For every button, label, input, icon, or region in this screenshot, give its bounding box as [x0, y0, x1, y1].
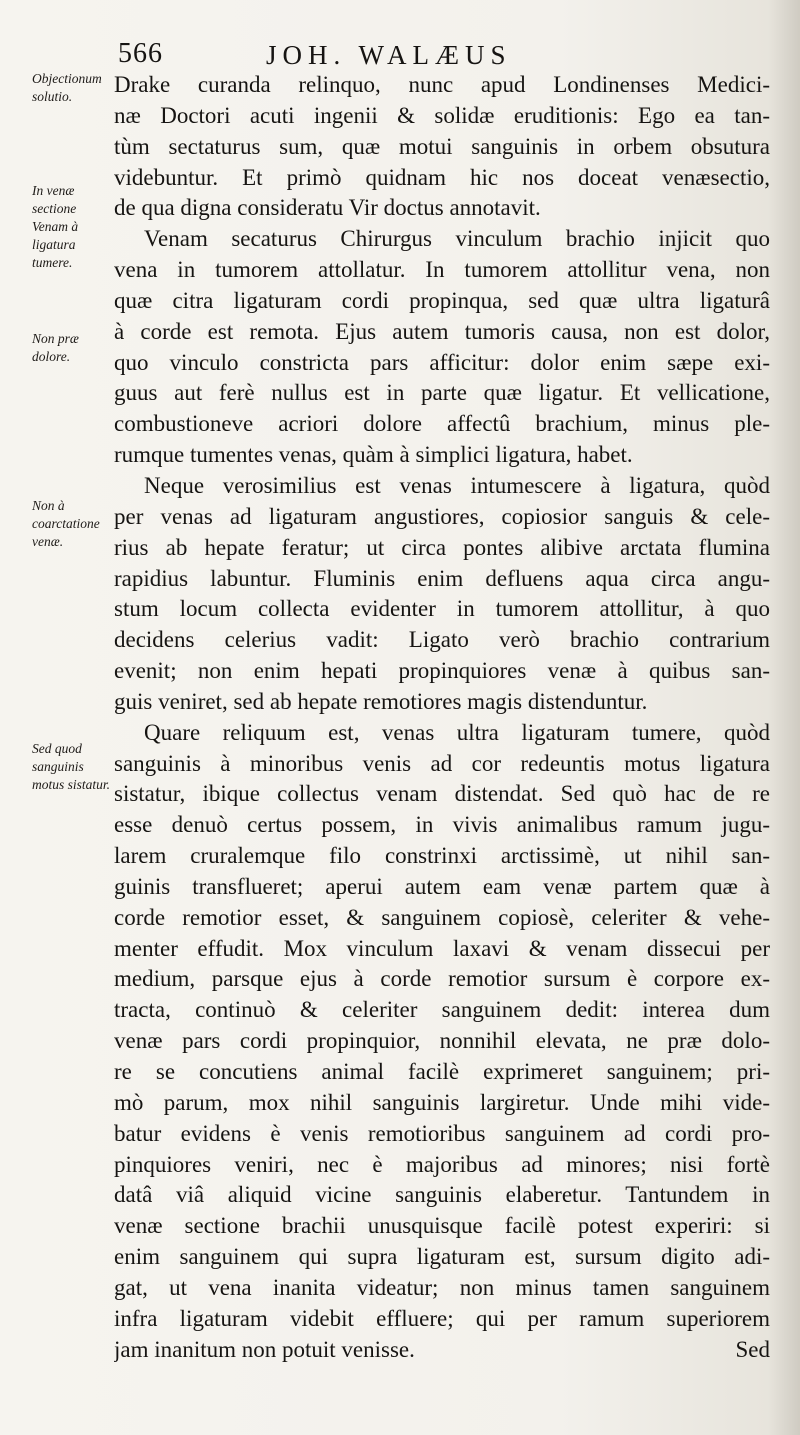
body-text — [114, 70, 770, 1365]
text-line: sistatur, ibique collectus venam distendat. Sed quò hac de re — [114, 781, 770, 807]
text-line: videbuntur. Et primò quidnam hic nos doceat venæsectio, — [114, 164, 770, 190]
text-line: guis veniret, sed ab hepate remotiores magis distenduntur. — [114, 688, 648, 714]
text-line: venæ sectione brachii unusquisque facilè potest experiri: si — [114, 1213, 770, 1239]
text-line: rapidius labuntur. Fluminis enim defluens aqua circa angu- — [114, 565, 770, 591]
text-line: batur evidens è venis remotioribus sanguinem ad cordi pro- — [114, 1120, 770, 1146]
text-line: à corde est remota. Ejus autem tumoris causa, non est dolor, — [114, 318, 770, 344]
margin-note: In venæ sectione Venam à ligatura tumere. — [32, 183, 79, 270]
text-line: corde remotior esset, & sanguinem copiosè, celeriter & vehe- — [114, 904, 770, 930]
text-line: larem cruralemque filo constrinxi arctissimè, ut nihil san- — [114, 843, 770, 869]
text-line: guus aut ferè nullus est in parte quæ ligatur. Et vellicatione, — [114, 380, 770, 406]
text-line: Venam secaturus Chirurgus vinculum brachio injicit quo — [144, 226, 770, 252]
text-line: gat, ut vena inanita videatur; non minus tamen sanguinem — [114, 1274, 770, 1300]
text-line: re se concutiens animal facilè exprimeret sanguinem; pri- — [114, 1059, 770, 1084]
running-head: JOH. WALÆUS — [266, 40, 512, 70]
text-line: esse denuò certus possem, in vivis animalibus ramum jugu- — [114, 812, 770, 838]
text-line: venæ pars cordi propinquior, nonnihil elevata, ne præ dolo- — [114, 1028, 770, 1054]
text-line: guinis transflueret; aperui autem eam venæ partem quæ à — [114, 873, 770, 899]
text-line: quo vinculo constricta pars afficitur: dolor enim sæpe exi- — [114, 349, 770, 375]
text-line: tracta, continuò & celeriter sanguinem dedit: interea dum — [114, 997, 770, 1023]
text-line: tùm sectaturus sum, quæ motui sanguinis in orbem obsutura — [114, 133, 770, 159]
margin-note: Non præ dolore. — [32, 331, 79, 364]
text-line: enim sanguinem qui supra ligaturam est, sursum digito adi- — [114, 1244, 770, 1270]
text-line: rumque tumentes venas, quàm à simplici ligatura, habet. — [114, 442, 633, 468]
text-line: Drake curanda relinquo, nunc apud Londinenses Medici- — [114, 72, 770, 97]
text-line: næ Doctori acuti ingenii & solidæ eruditionis: Ego ea tan- — [114, 102, 770, 128]
margin-note: Sed quod sanguinis motus sistatur. — [32, 741, 111, 792]
text-line: de qua digna consideratu Vir doctus annotavit. — [114, 195, 541, 221]
text-line: evenit; non enim hepati propinquiores venæ à quibus san- — [114, 658, 770, 684]
text-line: decidens celerius vadit: Ligato verò brachio contrarium — [114, 627, 770, 653]
margin-note: Non à coarctatione venæ. — [32, 498, 100, 549]
margin-note: Objectionum solutio. — [32, 71, 102, 104]
text-line: menter effudit. Mox vinculum laxavi & venam dissecui per — [114, 935, 770, 961]
catchword: Sed — [735, 1336, 770, 1362]
text-line: medium, parsque ejus à corde remotior sursum è corpore ex- — [114, 966, 770, 992]
text-line: Neque verosimilius est venas intumescere à ligatura, quòd — [144, 472, 770, 498]
text-line: Quare reliquum est, venas ultra ligaturam tumere, quòd — [144, 719, 770, 745]
text-line: stum locum collecta evidenter in tumorem attollitur, à quo — [114, 596, 770, 622]
text-line: quæ citra ligaturam cordi propinqua, sed quæ ultra ligaturâ — [114, 287, 770, 313]
text-line: datâ viâ aliquid vicine sanguinis elaberetur. Tantundem in — [114, 1182, 770, 1208]
text-line: per venas ad ligaturam angustiores, copiosior sanguis & cele- — [114, 503, 770, 529]
text-line: combustioneve acriori dolore affectû brachium, minus ple- — [114, 411, 770, 437]
text-line: infra ligaturam videbit effluere; qui per ramum superiorem — [114, 1305, 770, 1331]
text-line: mò parum, mox nihil sanguinis largiretur. Unde mihi vide- — [114, 1089, 770, 1115]
text-line: rius ab hepate feratur; ut circa pontes alibive arctata flumina — [114, 534, 770, 560]
text-line: vena in tumorem attollatur. In tumorem attollitur vena, non — [114, 257, 770, 283]
text-line: sanguinis à minoribus venis ad cor redeuntis motus ligatura — [114, 750, 770, 776]
text-line: pinquiores veniri, nec è majoribus ad minores; nisi fortè — [114, 1151, 770, 1177]
page-number: 566 — [118, 38, 163, 69]
text-line: jam inanitum non potuit venisse. — [114, 1336, 415, 1362]
